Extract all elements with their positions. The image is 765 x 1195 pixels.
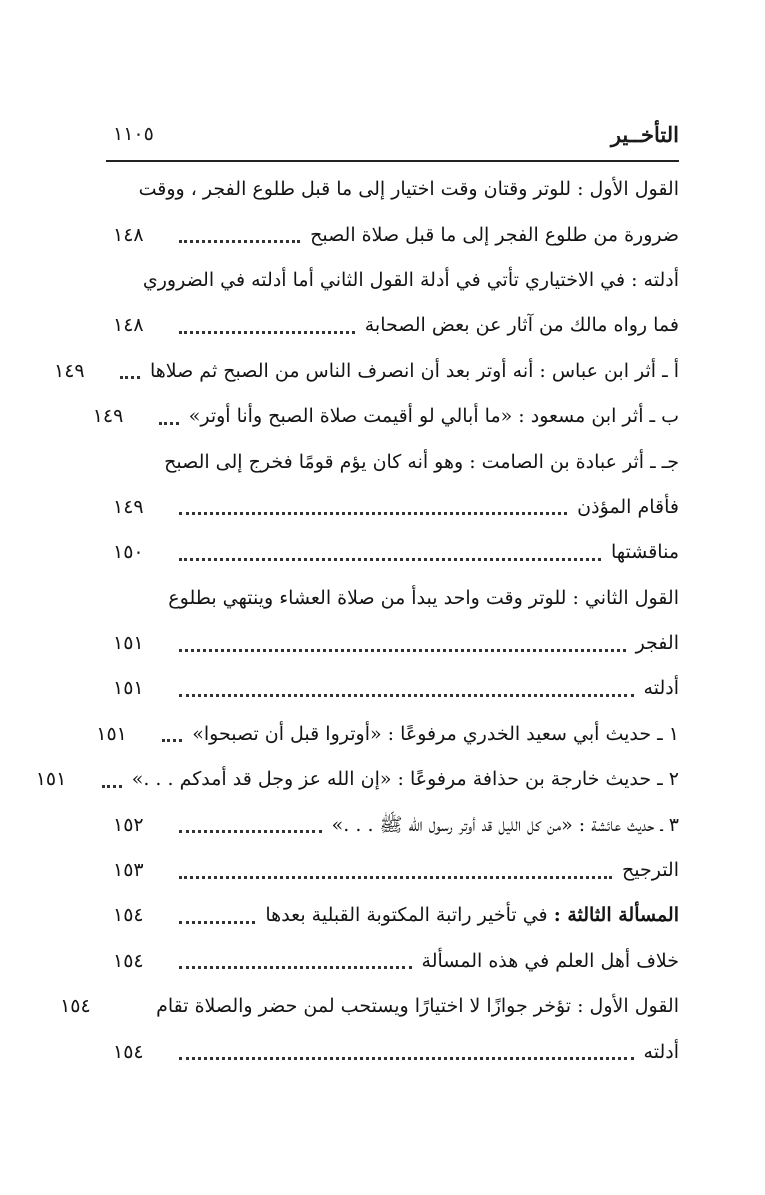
toc-entry[interactable] xyxy=(53,349,679,394)
dot-leader xyxy=(179,920,255,924)
dot-leader xyxy=(179,557,601,561)
toc-page-number: ١٥٤ xyxy=(113,904,144,927)
running-title: التأخــير xyxy=(610,122,679,147)
toc-page-number: ١٥١ xyxy=(113,677,144,700)
toc-text: ضرورة من طلوع الفجر إلى ما قبل صلاة الصبح xyxy=(310,223,679,246)
toc-text: مناقشتها xyxy=(610,541,679,564)
toc-entry[interactable] xyxy=(113,621,679,666)
dot-leader xyxy=(179,829,322,833)
toc-text: أدلته xyxy=(643,677,679,700)
toc-text: القول الأول : للوتر وقتان وقت اختيار إلى ما قبل طلوع الفجر ، ووقت xyxy=(138,178,679,201)
toc-page-number: ١٥٤ xyxy=(113,949,144,972)
table-of-contents xyxy=(35,167,679,1075)
header-rule xyxy=(106,160,679,162)
toc-entry[interactable] xyxy=(96,712,679,757)
section-heading-text: في تأخير راتبة المكتوبة القبلية بعدها xyxy=(265,904,554,927)
toc-page-number: ١٥٠ xyxy=(113,541,144,564)
toc-text: ١ ـ حديث أبي سعيد الخدري مرفوعًا : «أوتروا قبل أن تصبحوا» xyxy=(192,722,679,745)
toc-line xyxy=(113,258,679,303)
toc-text xyxy=(265,906,679,925)
toc-text: فأقام المؤذن xyxy=(577,495,679,518)
section-heading-label: المسألة الثالثة : xyxy=(553,904,679,927)
toc-page-number: ١٥٢ xyxy=(113,813,144,836)
toc-page-number: ١٤٩ xyxy=(53,359,85,382)
toc-page-number: ١٤٩ xyxy=(92,405,124,428)
toc-entry[interactable] xyxy=(60,984,679,1029)
toc-text: جـ ـ أثر عبادة بن الصامت : وهو أنه كان يؤم قومًا فخرج إلى الصبح xyxy=(164,450,679,473)
dot-leader xyxy=(179,875,612,879)
toc-page-number: ١٥١ xyxy=(113,632,144,655)
toc-text: أدلته : في الاختياري تأتي في أدلة القول الثاني أما أدلته في الضروري xyxy=(142,268,679,291)
toc-line xyxy=(113,576,679,621)
toc-page-number: ١٥٣ xyxy=(113,859,144,882)
dot-leader xyxy=(179,239,300,243)
toc-text: القول الثاني : للوتر وقت واحد يبدأ من صلاة العشاء وينتهي بطلوع xyxy=(168,586,679,609)
toc-page-number: ١٥١ xyxy=(35,768,67,791)
toc-entry[interactable] xyxy=(113,939,679,984)
toc-line xyxy=(113,167,679,212)
toc-text: ٣ ـ حديث عائشة : «من كل الليل قد أوتر رسول الله ﷺ . . .» xyxy=(331,813,679,836)
toc-page-number: ١٥١ xyxy=(96,722,127,745)
toc-text: أ ـ أثر ابن عباس : أنه أوتر بعد أن انصرف الناس من الصبح ثم صلاها xyxy=(149,359,679,382)
page-number: ١١٠٥ xyxy=(113,123,154,145)
dot-leader xyxy=(162,738,182,742)
toc-entry-section-heading[interactable] xyxy=(113,893,679,938)
toc-text: الفجر xyxy=(635,632,679,655)
toc-entry[interactable] xyxy=(92,394,679,439)
dot-leader xyxy=(179,965,412,969)
toc-page-number: ١٥٤ xyxy=(113,1040,144,1063)
toc-entry[interactable] xyxy=(113,530,679,575)
toc-text: أدلته xyxy=(643,1040,679,1063)
toc-text: ب ـ أثر ابن مسعود : «ما أبالي لو أقيمت صلاة الصبح وأنا أوتر» xyxy=(188,405,679,428)
page-header xyxy=(113,120,679,152)
toc-text: فما رواه مالك من آثار عن بعض الصحابة xyxy=(364,314,679,337)
toc-line xyxy=(113,439,679,484)
toc-entry[interactable] xyxy=(113,303,679,348)
toc-entry[interactable] xyxy=(35,757,679,802)
dot-leader xyxy=(179,693,634,697)
toc-entry[interactable] xyxy=(113,802,679,847)
dot-leader xyxy=(179,511,567,515)
toc-text: ٢ ـ حديث خارجة بن حذافة مرفوعًا : «إن الله عز وجل قد أمدكم . . .» xyxy=(131,768,679,791)
toc-entry[interactable] xyxy=(113,666,679,711)
toc-page-number: ١٤٩ xyxy=(113,495,144,518)
dot-leader xyxy=(179,330,355,334)
toc-page-number: ١٤٨ xyxy=(113,223,144,246)
dot-leader xyxy=(179,1056,634,1060)
toc-text: القول الأول : تؤخر جوازًا لا اختيارًا ويستحب لمن حضر والصلاة تقام xyxy=(156,995,679,1018)
dot-leader xyxy=(179,648,626,652)
toc-entry[interactable] xyxy=(113,848,679,893)
toc-entry[interactable] xyxy=(113,212,679,257)
toc-text: خلاف أهل العلم في هذه المسألة xyxy=(421,949,679,972)
toc-text: الترجيح xyxy=(621,859,679,882)
dot-leader xyxy=(159,421,179,425)
dot-leader xyxy=(102,784,122,788)
toc-entry[interactable] xyxy=(113,1029,679,1074)
dot-leader xyxy=(120,375,140,379)
toc-page-number: ١٥٤ xyxy=(60,995,91,1018)
toc-page-number: ١٤٨ xyxy=(113,314,144,337)
toc-entry[interactable] xyxy=(113,485,679,530)
